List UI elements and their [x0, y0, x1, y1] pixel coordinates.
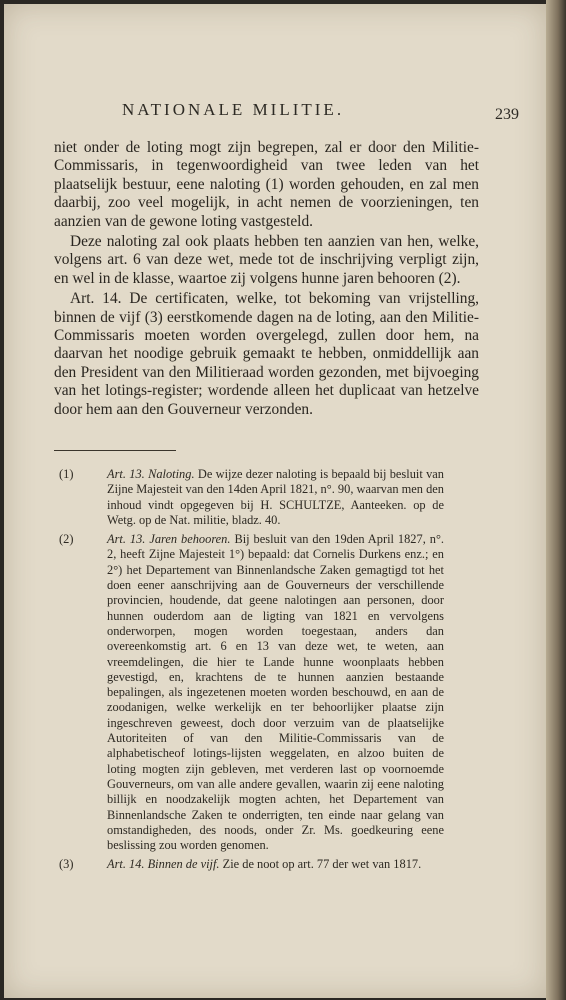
footnote-1 [59, 467, 444, 528]
footnote-marker: (2) [59, 532, 74, 547]
footnote-reference: Art. 13. Naloting. [107, 467, 195, 481]
footnote-rule [54, 450, 176, 451]
main-text [54, 139, 479, 419]
footnote-marker: (1) [59, 467, 74, 481]
running-title: NATIONALE MILITIE. [122, 100, 345, 119]
footnote-3 [59, 857, 444, 872]
footnote-text: Zie de noot op art. 77 der wet van 1817. [222, 857, 422, 872]
footnote-reference: Art. 14. Binnen de vijf. [107, 857, 220, 872]
footnotes [59, 467, 444, 873]
book-page [4, 4, 546, 998]
book-spine-edge [546, 0, 566, 1000]
footnote-marker: (3) [59, 857, 74, 872]
footnote-text: De wijze dezer naloting is bepaald bij besluit van Zijne Majesteit van den 14den April 1821, n°. 90, waarvan men den inhoud vindt opgegeven bij H. SCHULTZE, Aanteeken. op de Wetg. op de Nat. militie, bladz. 40. [107, 467, 444, 527]
page-number: 239 [495, 106, 519, 123]
footnote-reference: Art. 13. Jaren behooren. [107, 532, 231, 547]
footnote-2 [59, 532, 444, 853]
paragraph-1: niet onder de loting mogt zijn begrepen, zal er door den Militie-Commissaris, in tegenwoordigheid van twee leden van het plaatselijk bestuur, eene naloting (1) worden gehouden, en zal men daarbij, zoo veel mogelijk, in acht nemen de voorzieningen, ten aanzien van de gewone loting vastgesteld. [54, 139, 479, 230]
paragraph-art-14: Art. 14. De certificaten, welke, tot bekoming van vrijstelling, binnen de vijf (3) eerstkomende dagen na de loting, aan den Militie-Commissaris moeten worden overgelegd, zullen door hem, na daarvan het noodige gebruik gemaakt te hebben, onmiddellijk aan den President van den Militieraad worden gezonden, met bijvoeging van het lotings-register; wordende alleen het duplicaat van hetzelve door hem aan den Gouverneur verzonden. [54, 290, 479, 418]
paragraph-2: Deze naloting zal ook plaats hebben ten aanzien van hen, welke, volgens art. 6 van deze wet, mede tot de inschrijving verpligt zijn, en wel in de klasse, waartoe zij volgens hunne jaren behooren (2). [54, 233, 479, 287]
footnote-text: Bij besluit van den 19den April 1827, n°. 2, heeft Zijne Majesteit 1°) bepaald: dat Cornelis Durkens enz.; en 2°) het Departement van Binnenlandsche Zaken gemagtigd tot het doen eener aanschrijving aan de Gouverneurs der verschillende provincien, houdende, dat geene nalotingen aan personen, door hunnen ouderdom aan de ligting van 1821 en vervolgens onderworpen, mogen worden toegestaan, anders dan overeenkomstig art. 6 en 13 van deze wet, te weten, aan vreemdelingen, die hier te Lande hunne woonplaats hebben gevestigd, en, krachtens de te hunnen aanzien bestaande bepalingen, als ingezetenen moeten worden beschouwd, en aan de zoodanigen, welke werkelijk en ter behoorlijker plaatse zijn ingeschreven geweest, doch door verzuim van de plaatselijke Autoriteiten of van den Militie-Commissaris van de alphabetischeof lotings-lijsten weggelaten, en alzoo buiten de loting mogten zijn gebleven, met verderen last op voornoemde Gouverneurs, om van alle andere gevallen, waarin zij eene naloting billijk en noodzakelijk mogten achten, het Departement van Binnenlandsche Zaken te onderrigten, ten einde naar gelang van omstandigheden, des noods, onder Zr. Ms. goedkeuring eene beslissing zou worden genomen. [107, 532, 444, 853]
